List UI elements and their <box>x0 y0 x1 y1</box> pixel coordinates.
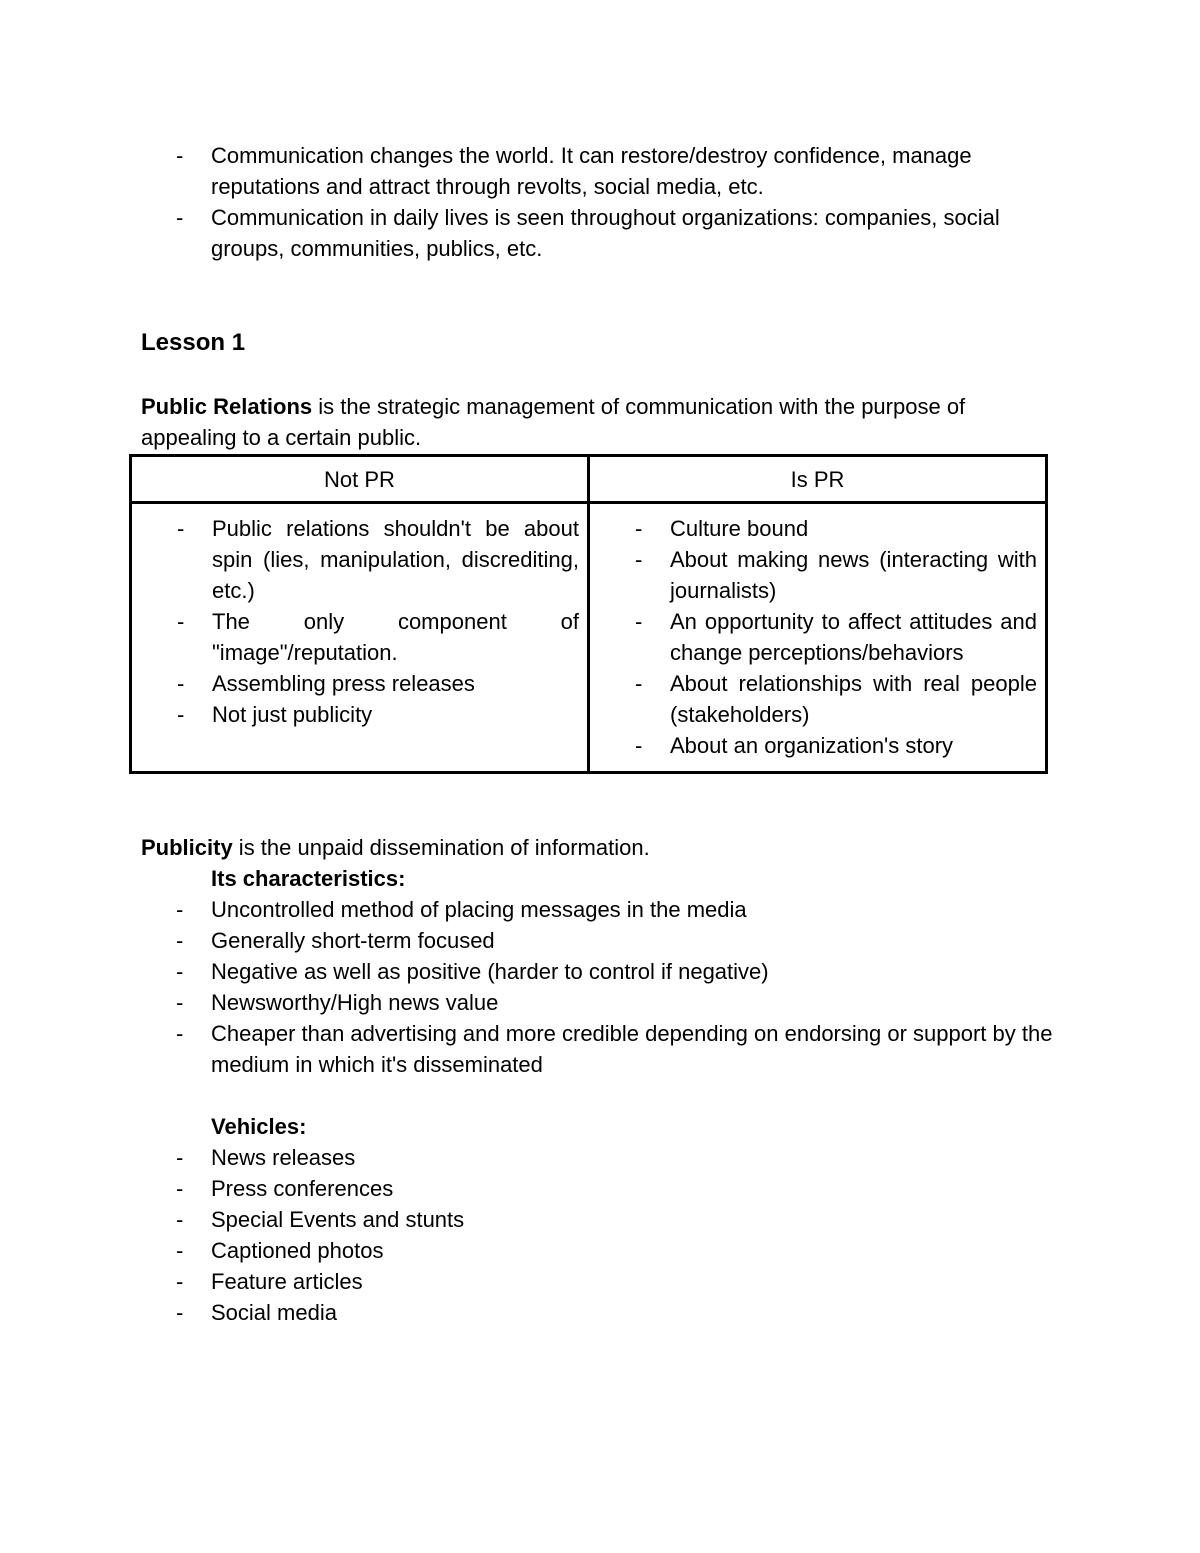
list-item: - An opportunity to affect attitudes and change perceptions/behaviors <box>590 606 1037 668</box>
table-header-row <box>131 456 1047 503</box>
publicity-definition <box>141 832 1061 863</box>
list-item: - Not just publicity <box>132 699 579 730</box>
list-item: - News releases <box>141 1142 1061 1173</box>
is-pr-cell <box>589 503 1047 773</box>
list-item: - Cheaper than advertising and more credible depending on endorsing or support by the medium in which it's disseminated <box>141 1018 1061 1080</box>
list-item: - Generally short-term focused <box>141 925 1061 956</box>
lesson-title: Lesson 1 <box>141 329 246 356</box>
list-item: - The only component of "image"/reputation. <box>132 606 579 668</box>
list-item: - About an organization's story <box>590 730 1037 761</box>
list-item: - Communication in daily lives is seen throughout organizations: companies, social groups, communities, publics, etc. <box>141 202 1061 264</box>
is-pr-list <box>590 513 1037 761</box>
table-row <box>131 503 1047 773</box>
list-item: - About making news (interacting with journalists) <box>590 544 1037 606</box>
list-item: - Uncontrolled method of placing messages in the media <box>141 894 1061 925</box>
intro-section <box>141 140 1061 264</box>
list-item: - Culture bound <box>590 513 1037 544</box>
list-item: - Public relations shouldn't be about spin (lies, manipulation, discrediting, etc.) <box>132 513 579 606</box>
list-item: - Negative as well as positive (harder to control if negative) <box>141 956 1061 987</box>
list-item: - Newsworthy/High news value <box>141 987 1061 1018</box>
header-not-pr: Not PR <box>131 456 589 503</box>
vehicles-heading: Vehicles: <box>211 1114 307 1139</box>
vehicles-list <box>0 1142 1061 1328</box>
not-pr-list <box>132 513 579 730</box>
list-item: - Press conferences <box>141 1173 1061 1204</box>
pr-definition <box>141 391 1061 453</box>
not-pr-cell <box>131 503 589 773</box>
intro-list <box>0 140 1061 264</box>
list-item: - Special Events and stunts <box>141 1204 1061 1235</box>
pr-comparison-table <box>129 454 1048 774</box>
list-item: - About relationships with real people (stakeholders) <box>590 668 1037 730</box>
publicity-definition-text: is the unpaid dissemination of information. <box>232 835 650 860</box>
list-item: - Captioned photos <box>141 1235 1061 1266</box>
characteristics-list <box>0 894 1061 1080</box>
pr-definition-text: is the strategic management of communication with the purpose of appealing to a certain public. <box>141 394 966 450</box>
list-item: - Feature articles <box>141 1266 1061 1297</box>
header-is-pr: Is PR <box>589 456 1047 503</box>
list-item: - Assembling press releases <box>132 668 579 699</box>
list-item: - Social media <box>141 1297 1061 1328</box>
publicity-section <box>141 832 1061 1328</box>
publicity-term: Publicity <box>141 835 233 860</box>
list-item: - Communication changes the world. It can restore/destroy confidence, manage reputations and attract through revolts, social media, etc. <box>141 140 1061 202</box>
pr-term: Public Relations <box>141 394 313 419</box>
characteristics-heading: Its characteristics: <box>211 866 406 891</box>
